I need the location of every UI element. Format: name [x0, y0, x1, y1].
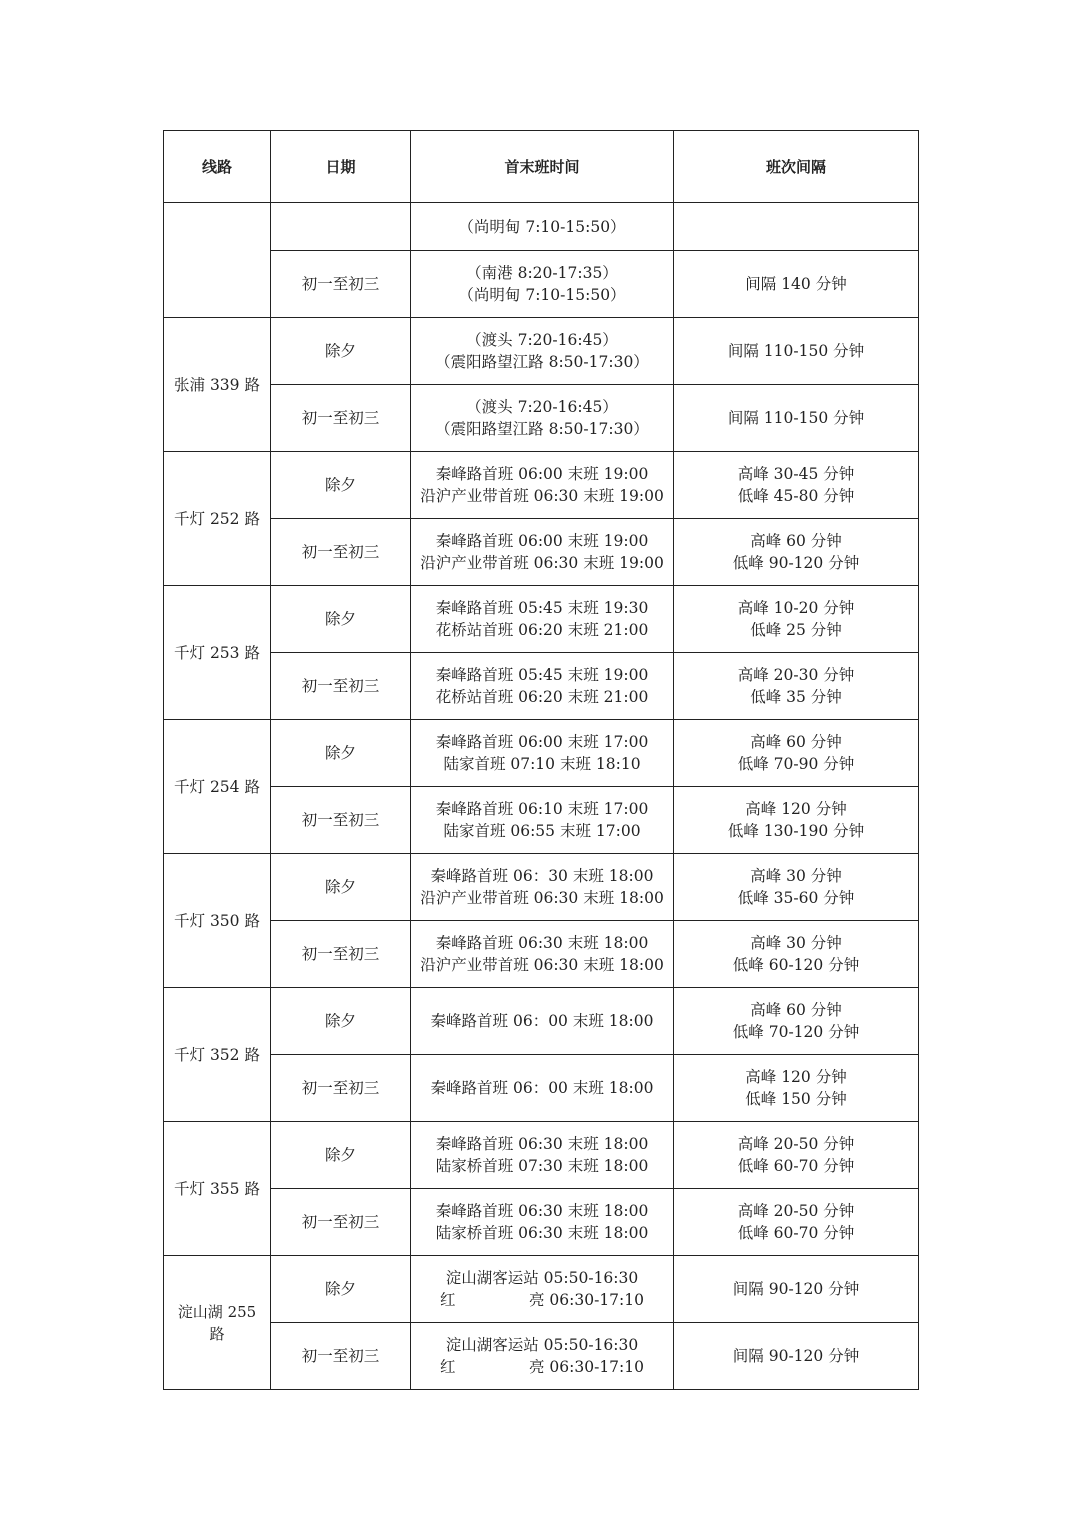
time-line: 陆家桥首班 07:30 末班 18:00: [435, 1157, 649, 1175]
times-cell: [411, 203, 674, 251]
interval-cell: [674, 586, 919, 653]
table-row: [164, 1256, 919, 1323]
time-line: （尚明甸 7:10-15:50）: [458, 217, 626, 236]
times-cell: [411, 318, 674, 385]
times-cell: [411, 787, 674, 854]
time-line: （震阳路望江路 8:50-17:30）: [435, 353, 649, 371]
table-row: [164, 988, 919, 1055]
times-cell: [411, 854, 674, 921]
interval-cell: [674, 519, 919, 586]
time-line: 秦峰路首班 05:45 末班 19:30: [435, 599, 649, 617]
route-cell: 张浦 339 路: [164, 318, 271, 452]
table-row: [164, 586, 919, 653]
table-row: [164, 720, 919, 787]
interval-line: 间隔 110-150 分钟: [727, 409, 865, 427]
date-cell: 除夕: [271, 988, 411, 1055]
interval-line: 高峰 10-20 分钟: [737, 599, 855, 617]
interval-cell: [674, 787, 919, 854]
date-cell: 除夕: [271, 854, 411, 921]
interval-line: 间隔 90-120 分钟: [732, 1280, 860, 1298]
interval-cell: [674, 854, 919, 921]
time-line: 秦峰路首班 06：30 末班 18:00: [430, 867, 654, 885]
times-cell: [411, 1323, 674, 1390]
time-line: 秦峰路首班 06:00 末班 19:00: [435, 465, 649, 483]
interval-line: 低峰 45-80 分钟: [737, 487, 855, 505]
date-cell: 初一至初三: [271, 787, 411, 854]
date-cell: 初一至初三: [271, 251, 411, 318]
interval-cell: [674, 921, 919, 988]
time-line: 花桥站首班 06:20 末班 21:00: [435, 688, 649, 706]
interval-line: 高峰 120 分钟: [745, 800, 847, 818]
route-cell: 千灯 352 路: [164, 988, 271, 1122]
interval-cell: [674, 203, 919, 251]
times-cell: [411, 720, 674, 787]
times-cell: [411, 452, 674, 519]
interval-line: 高峰 20-30 分钟: [737, 666, 855, 684]
interval-line: 高峰 30 分钟: [750, 934, 842, 952]
time-line: 秦峰路首班 06:30 末班 18:00: [435, 934, 649, 952]
time-line: （渡头 7:20-16:45）: [466, 331, 618, 349]
date-cell: 初一至初三: [271, 921, 411, 988]
times-cell: [411, 1122, 674, 1189]
header-interval: 班次间隔: [674, 131, 919, 203]
interval-cell: [674, 452, 919, 519]
date-cell: 初一至初三: [271, 519, 411, 586]
time-line: （渡头 7:20-16:45）: [466, 398, 618, 416]
interval-cell: [674, 1122, 919, 1189]
time-line: 陆家首班 06:55 末班 17:00: [443, 822, 641, 840]
table-row: [164, 653, 919, 720]
time-line: 秦峰路首班 05:45 末班 19:00: [435, 666, 649, 684]
date-cell: 除夕: [271, 1256, 411, 1323]
interval-cell: [674, 1256, 919, 1323]
interval-line: 低峰 70-90 分钟: [737, 755, 855, 773]
table-row: [164, 519, 919, 586]
table-row: [164, 251, 919, 318]
time-line: 秦峰路首班 06:30 末班 18:00: [435, 1202, 649, 1220]
interval-line: 高峰 60 分钟: [750, 733, 842, 751]
interval-line: 高峰 120 分钟: [745, 1068, 847, 1086]
time-line: （震阳路望江路 8:50-17:30）: [435, 420, 649, 438]
time-line: 红 亮 06:30-17:10: [440, 1358, 644, 1376]
route-cell: 淀山湖 255 路: [164, 1256, 271, 1390]
date-cell: 除夕: [271, 452, 411, 519]
interval-line: 间隔 110-150 分钟: [727, 342, 865, 360]
table-row: [164, 203, 919, 251]
table-row: [164, 921, 919, 988]
route-cell: 千灯 254 路: [164, 720, 271, 854]
table-row: [164, 1122, 919, 1189]
table-row: [164, 385, 919, 452]
times-cell: [411, 385, 674, 452]
interval-line: 高峰 60 分钟: [750, 1001, 842, 1019]
interval-cell: [674, 988, 919, 1055]
time-line: 陆家首班 07:10 末班 18:10: [443, 755, 641, 773]
table-row: [164, 787, 919, 854]
interval-line: 高峰 30 分钟: [750, 867, 842, 885]
date-cell: 初一至初三: [271, 1189, 411, 1256]
table-row: [164, 1323, 919, 1390]
date-cell: 初一至初三: [271, 1323, 411, 1390]
time-line: （南港 8:20-17:35）: [466, 264, 618, 282]
date-cell: [271, 203, 411, 251]
route-cell: [164, 203, 271, 318]
time-line: 淀山湖客运站 05:50-16:30: [445, 1269, 639, 1287]
time-line: 秦峰路首班 06:00 末班 19:00: [435, 532, 649, 550]
times-cell: [411, 1256, 674, 1323]
table-row: [164, 1189, 919, 1256]
interval-line: 低峰 60-70 分钟: [737, 1224, 855, 1242]
interval-cell: [674, 1189, 919, 1256]
date-cell: 初一至初三: [271, 653, 411, 720]
time-line: 陆家桥首班 06:30 末班 18:00: [435, 1224, 649, 1242]
header-date: 日期: [271, 131, 411, 203]
interval-line: 间隔 140 分钟: [745, 275, 847, 293]
table-row: [164, 452, 919, 519]
interval-line: 低峰 25 分钟: [750, 621, 842, 639]
interval-line: 低峰 35-60 分钟: [737, 889, 855, 907]
interval-cell: [674, 653, 919, 720]
time-line: 秦峰路首班 06：00 末班 18:00: [430, 1012, 654, 1030]
interval-cell: [674, 1055, 919, 1122]
date-cell: 除夕: [271, 720, 411, 787]
time-line: 淀山湖客运站 05:50-16:30: [445, 1336, 639, 1354]
date-cell: 初一至初三: [271, 385, 411, 452]
times-cell: [411, 653, 674, 720]
time-line: 秦峰路首班 06:00 末班 17:00: [435, 733, 649, 751]
header-row: [164, 131, 919, 203]
times-cell: [411, 1055, 674, 1122]
header-times: 首末班时间: [411, 131, 674, 203]
date-cell: 除夕: [271, 1122, 411, 1189]
time-line: 花桥站首班 06:20 末班 21:00: [435, 621, 649, 639]
interval-line: 高峰 30-45 分钟: [737, 465, 855, 483]
time-line: 红 亮 06:30-17:10: [440, 1291, 644, 1309]
route-cell: 千灯 252 路: [164, 452, 271, 586]
table-row: [164, 854, 919, 921]
interval-cell: [674, 385, 919, 452]
times-cell: [411, 921, 674, 988]
interval-cell: [674, 1323, 919, 1390]
interval-line: 低峰 60-70 分钟: [737, 1157, 855, 1175]
time-line: 沿沪产业带首班 06:30 末班 19:00: [420, 554, 664, 572]
table-row: [164, 1055, 919, 1122]
interval-line: 低峰 90-120 分钟: [732, 554, 860, 572]
table-row: [164, 318, 919, 385]
interval-line: 低峰 35 分钟: [750, 688, 842, 706]
bus-schedule-table: [163, 130, 919, 1390]
interval-line: 间隔 90-120 分钟: [732, 1347, 860, 1365]
interval-cell: [674, 251, 919, 318]
interval-line: 高峰 60 分钟: [750, 532, 842, 550]
times-cell: [411, 519, 674, 586]
date-cell: 初一至初三: [271, 1055, 411, 1122]
times-cell: [411, 988, 674, 1055]
time-line: 沿沪产业带首班 06:30 末班 19:00: [420, 487, 664, 505]
route-cell: 千灯 355 路: [164, 1122, 271, 1256]
route-cell: 千灯 253 路: [164, 586, 271, 720]
interval-line: 高峰 20-50 分钟: [737, 1202, 855, 1220]
times-cell: [411, 1189, 674, 1256]
interval-cell: [674, 720, 919, 787]
time-line: 秦峰路首班 06:30 末班 18:00: [435, 1135, 649, 1153]
interval-line: 低峰 70-120 分钟: [732, 1023, 860, 1041]
time-line: 沿沪产业带首班 06:30 末班 18:00: [420, 889, 664, 907]
time-line: 秦峰路首班 06：00 末班 18:00: [430, 1079, 654, 1097]
interval-line: 高峰 20-50 分钟: [737, 1135, 855, 1153]
date-cell: 除夕: [271, 586, 411, 653]
interval-cell: [674, 318, 919, 385]
interval-line: 低峰 130-190 分钟: [727, 822, 865, 840]
route-cell: 千灯 350 路: [164, 854, 271, 988]
interval-line: 低峰 150 分钟: [745, 1090, 847, 1108]
times-cell: [411, 586, 674, 653]
time-line: （尚明甸 7:10-15:50）: [458, 286, 626, 304]
time-line: 秦峰路首班 06:10 末班 17:00: [435, 800, 649, 818]
times-cell: [411, 251, 674, 318]
interval-line: 低峰 60-120 分钟: [732, 956, 860, 974]
time-line: 沿沪产业带首班 06:30 末班 18:00: [420, 956, 664, 974]
table-body: [164, 203, 919, 1390]
date-cell: 除夕: [271, 318, 411, 385]
header-route: 线路: [164, 131, 271, 203]
